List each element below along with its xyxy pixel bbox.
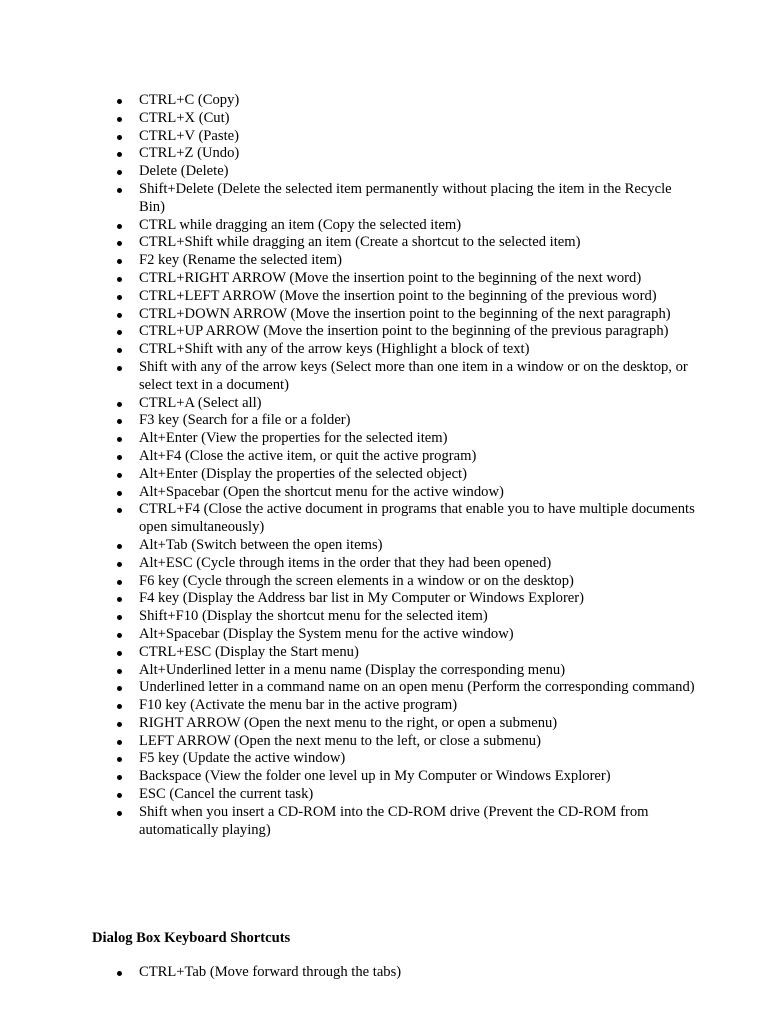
list-item: Backspace (View the folder one level up in My Computer or Windows Explorer) [139,768,699,786]
shortcut-list [139,92,699,839]
list-item: CTRL+Z (Undo) [139,145,699,163]
list-item: LEFT ARROW (Open the next menu to the left, or close a submenu) [139,733,699,751]
list-item: CTRL+LEFT ARROW (Move the insertion point to the beginning of the previous word) [139,288,699,306]
list-item: ESC (Cancel the current task) [139,786,699,804]
list-item: Alt+Enter (Display the properties of the selected object) [139,466,699,484]
list-item: Shift+Delete (Delete the selected item permanently without placing the item in the Recycle Bin) [139,181,699,217]
list-item: Delete (Delete) [139,163,699,181]
list-item: F4 key (Display the Address bar list in My Computer or Windows Explorer) [139,590,699,608]
list-item: CTRL+DOWN ARROW (Move the insertion point to the beginning of the next paragraph) [139,306,699,324]
list-item: F2 key (Rename the selected item) [139,252,699,270]
list-item: CTRL while dragging an item (Copy the selected item) [139,217,699,235]
list-item: Shift with any of the arrow keys (Select more than one item in a window or on the desktop, or select text in a document) [139,359,699,395]
list-item: CTRL+X (Cut) [139,110,699,128]
list-item: Underlined letter in a command name on an open menu (Perform the corresponding command) [139,679,699,697]
list-item: RIGHT ARROW (Open the next menu to the right, or open a submenu) [139,715,699,733]
list-item: Alt+Spacebar (Open the shortcut menu for the active window) [139,484,699,502]
list-item: CTRL+Shift while dragging an item (Create a shortcut to the selected item) [139,234,699,252]
list-item: CTRL+F4 (Close the active document in programs that enable you to have multiple documents open simultaneously) [139,501,699,537]
list-item: CTRL+V (Paste) [139,128,699,146]
list-item: Shift+F10 (Display the shortcut menu for the selected item) [139,608,699,626]
list-item: CTRL+A (Select all) [139,395,699,413]
list-item: Alt+F4 (Close the active item, or quit the active program) [139,448,699,466]
list-item: Alt+Tab (Switch between the open items) [139,537,699,555]
list-item: Alt+Enter (View the properties for the selected item) [139,430,699,448]
dialog-shortcut-list [139,964,699,982]
list-item: F10 key (Activate the menu bar in the active program) [139,697,699,715]
list-item: CTRL+Shift with any of the arrow keys (Highlight a block of text) [139,341,699,359]
list-item: Alt+Underlined letter in a menu name (Display the corresponding menu) [139,662,699,680]
list-item: Shift when you insert a CD-ROM into the CD-ROM drive (Prevent the CD-ROM from automatically playing) [139,804,699,840]
list-item: F3 key (Search for a file or a folder) [139,412,699,430]
list-item: CTRL+UP ARROW (Move the insertion point to the beginning of the previous paragraph) [139,323,699,341]
list-item: CTRL+Tab (Move forward through the tabs) [139,964,699,982]
list-item: F5 key (Update the active window) [139,750,699,768]
list-item: CTRL+C (Copy) [139,92,699,110]
list-item: CTRL+ESC (Display the Start menu) [139,644,699,662]
section-heading: Dialog Box Keyboard Shortcuts [92,930,291,946]
list-item: CTRL+RIGHT ARROW (Move the insertion point to the beginning of the next word) [139,270,699,288]
list-item: F6 key (Cycle through the screen elements in a window or on the desktop) [139,573,699,591]
list-item: Alt+ESC (Cycle through items in the order that they had been opened) [139,555,699,573]
list-item: Alt+Spacebar (Display the System menu for the active window) [139,626,699,644]
